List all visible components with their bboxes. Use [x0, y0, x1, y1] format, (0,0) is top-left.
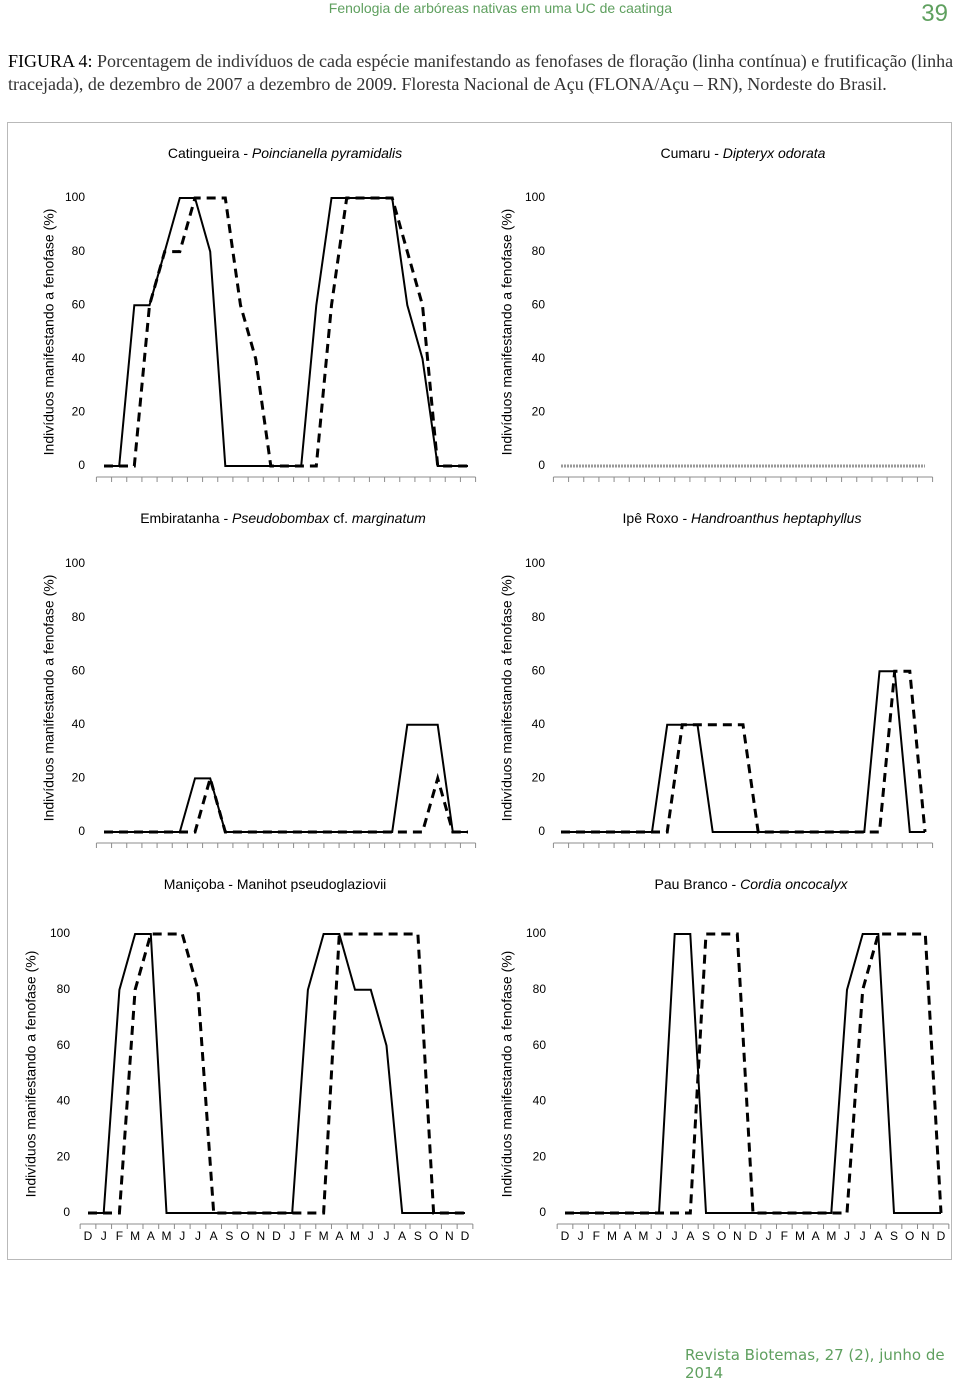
y-tick-label: 60 — [531, 297, 545, 312]
x-tick-label: N — [444, 1229, 454, 1243]
x-tick-label: M — [161, 1229, 172, 1243]
x-tick-label: N — [732, 1229, 742, 1243]
y-tick-label: 80 — [532, 981, 546, 996]
figure-label: FIGURA 4: — [8, 51, 93, 71]
x-tick-label: A — [874, 1229, 883, 1243]
x-tick-label: J — [383, 1229, 390, 1243]
y-tick-label: 0 — [63, 1205, 70, 1220]
y-tick-label: 60 — [531, 663, 545, 678]
y-tick-label: 0 — [539, 1205, 546, 1220]
fruiting-line — [565, 934, 941, 1213]
x-tick-label: J — [100, 1229, 107, 1243]
x-tick-label: D — [83, 1229, 93, 1243]
x-tick-label: A — [146, 1229, 155, 1243]
x-tick-label: J — [656, 1229, 662, 1243]
x-tick-label: D — [460, 1229, 470, 1243]
y-tick-label: 20 — [532, 1149, 546, 1164]
x-tick-label: J — [859, 1229, 866, 1243]
chart-title-common: Cumaru - — [660, 145, 723, 161]
running-title: Fenologia de arbóreas nativas em uma UC de caatinga — [328, 0, 672, 16]
y-tick-label: 20 — [531, 770, 545, 785]
x-tick-label: J — [671, 1229, 678, 1243]
x-tick-label: O — [240, 1229, 250, 1243]
x-tick-label: J — [844, 1229, 850, 1243]
y-tick-label: 0 — [78, 824, 85, 839]
fruiting-line — [104, 198, 468, 466]
chart-title-scientific: Handroanthus heptaphyllus — [691, 510, 862, 526]
x-tick-label: A — [623, 1229, 632, 1243]
y-tick-label: 20 — [71, 770, 85, 785]
y-tick-label: 100 — [64, 190, 85, 205]
x-tick-label: J — [765, 1229, 772, 1243]
chart-title — [623, 510, 862, 526]
x-tick-label: A — [811, 1229, 820, 1243]
page-number: 39 — [921, 0, 948, 27]
chart-4 — [499, 510, 933, 848]
chart-1 — [41, 145, 476, 482]
x-tick-label: O — [904, 1229, 915, 1243]
x-tick-label: J — [289, 1229, 296, 1243]
x-tick-label: M — [607, 1229, 617, 1243]
y-tick-label: 80 — [56, 981, 70, 996]
fruiting-line — [88, 934, 465, 1213]
x-tick-label: A — [398, 1229, 407, 1243]
x-tick-label: M — [826, 1229, 837, 1243]
x-tick-label: M — [638, 1229, 649, 1243]
y-tick-label: 40 — [531, 716, 545, 731]
y-tick-label: 80 — [71, 609, 85, 624]
y-axis-label: Indivíduos manifestando a fenofase (%) — [40, 208, 57, 456]
y-tick-label: 40 — [71, 716, 85, 731]
flowering-line — [104, 198, 468, 466]
y-axis-label: Indivíduos manifestando a fenofase (%) — [22, 950, 39, 1198]
chart-3 — [41, 510, 476, 848]
y-tick-label: 20 — [531, 404, 545, 419]
figure-caption-text: Porcentagem de indivíduos de cada espécie manifestando as fenofases de floração (linha contínua) e frutificação (linha tracejada), de dezembro de 2007 a dezembro de 2009. Floresta Nacional de Açu (FLONA/Açu – RN), Nordeste do Brasil. — [8, 51, 954, 94]
y-tick-label: 20 — [56, 1149, 70, 1164]
fruiting-line — [104, 778, 468, 832]
chart-5 — [23, 876, 473, 1243]
flowering-line — [565, 934, 941, 1213]
x-tick-label: M — [318, 1229, 329, 1243]
fruiting-line — [561, 671, 925, 832]
chart-title-scientific: Poincianella pyramidalis — [251, 145, 403, 161]
chart-title-scientific: Manihot pseudoglaziovii — [236, 876, 387, 892]
x-tick-label: S — [225, 1229, 234, 1243]
x-tick-label: J — [194, 1229, 201, 1243]
x-tick-label: S — [413, 1229, 422, 1243]
y-tick-label: 60 — [56, 1037, 70, 1052]
y-tick-label: 60 — [71, 663, 85, 678]
y-tick-label: 60 — [71, 297, 85, 312]
x-tick-label: A — [335, 1229, 344, 1243]
y-tick-label: 0 — [538, 824, 545, 839]
chart-title-scientific: Dipteryx odorata — [722, 145, 826, 161]
x-tick-label: A — [209, 1229, 218, 1243]
y-tick-label: 80 — [531, 609, 545, 624]
y-axis-label: Indivíduos manifestando a fenofase (%) — [498, 950, 515, 1198]
x-tick-label: M — [795, 1229, 805, 1243]
chart-title-scientific: Cordia oncocalyx — [740, 876, 848, 892]
chart-title-common: Maniçoba - — [163, 876, 237, 892]
x-tick-label: S — [701, 1229, 711, 1243]
x-tick-label: J — [577, 1229, 584, 1243]
x-tick-label: M — [350, 1229, 361, 1243]
chart-title-suffix: cf. — [329, 510, 352, 526]
y-tick-label: 100 — [524, 190, 545, 205]
x-tick-label: N — [256, 1229, 266, 1243]
x-tick-label: O — [428, 1229, 439, 1243]
y-axis-label: Indivíduos manifestando a fenofase (%) — [498, 574, 515, 822]
chart-title-common: Embiratanha - — [140, 510, 233, 526]
x-tick-label: M — [130, 1229, 141, 1243]
y-tick-label: 40 — [531, 350, 545, 365]
y-tick-label: 100 — [64, 556, 85, 571]
y-tick-label: 40 — [532, 1093, 546, 1108]
journal-citation: Revista Biotemas, 27 (2), junho de 2014 — [685, 1346, 945, 1382]
chart-title — [661, 145, 826, 161]
y-tick-label: 0 — [538, 458, 545, 473]
y-tick-label: 40 — [56, 1093, 70, 1108]
x-tick-label: J — [367, 1229, 374, 1243]
y-tick-label: 100 — [525, 926, 546, 941]
y-tick-label: 0 — [78, 458, 85, 473]
flowering-line — [561, 671, 925, 832]
chart-2 — [499, 145, 933, 482]
y-axis-label: Indivíduos manifestando a fenofase (%) — [40, 574, 57, 822]
x-tick-label: A — [686, 1229, 695, 1243]
chart-title — [168, 145, 402, 161]
x-tick-label: D — [272, 1229, 281, 1243]
chart-title-common: Ipê Roxo - — [622, 510, 692, 526]
y-tick-label: 40 — [71, 350, 85, 365]
x-tick-label: S — [889, 1229, 899, 1243]
y-tick-label: 80 — [71, 243, 85, 258]
x-tick-label: D — [748, 1229, 758, 1243]
chart-title-common: Catingueira - — [167, 145, 252, 161]
x-tick-label: F — [780, 1229, 789, 1243]
y-tick-label: 100 — [524, 556, 545, 571]
x-tick-label: F — [592, 1229, 601, 1243]
y-tick-label: 80 — [531, 243, 545, 258]
chart-title — [164, 876, 387, 892]
x-tick-label: N — [920, 1229, 930, 1243]
x-tick-label: D — [936, 1229, 946, 1243]
y-axis-label: Indivíduos manifestando a fenofase (%) — [498, 208, 515, 456]
x-tick-label: J — [179, 1229, 186, 1243]
chart-title — [655, 876, 849, 892]
y-tick-label: 100 — [49, 926, 70, 941]
x-tick-label: F — [115, 1229, 124, 1243]
chart-title-scientific-2: marginatum — [351, 510, 426, 526]
flowering-line — [88, 934, 465, 1213]
chart-title — [140, 510, 426, 526]
x-tick-label: O — [716, 1229, 727, 1243]
chart-6 — [499, 876, 949, 1243]
y-tick-label: 20 — [71, 404, 85, 419]
chart-title-scientific: Pseudobombax — [232, 510, 330, 526]
chart-title-common: Pau Branco - — [654, 876, 741, 892]
flowering-line — [104, 725, 468, 832]
y-tick-label: 60 — [532, 1037, 546, 1052]
x-tick-label: F — [304, 1229, 312, 1243]
x-tick-label: D — [560, 1229, 570, 1243]
